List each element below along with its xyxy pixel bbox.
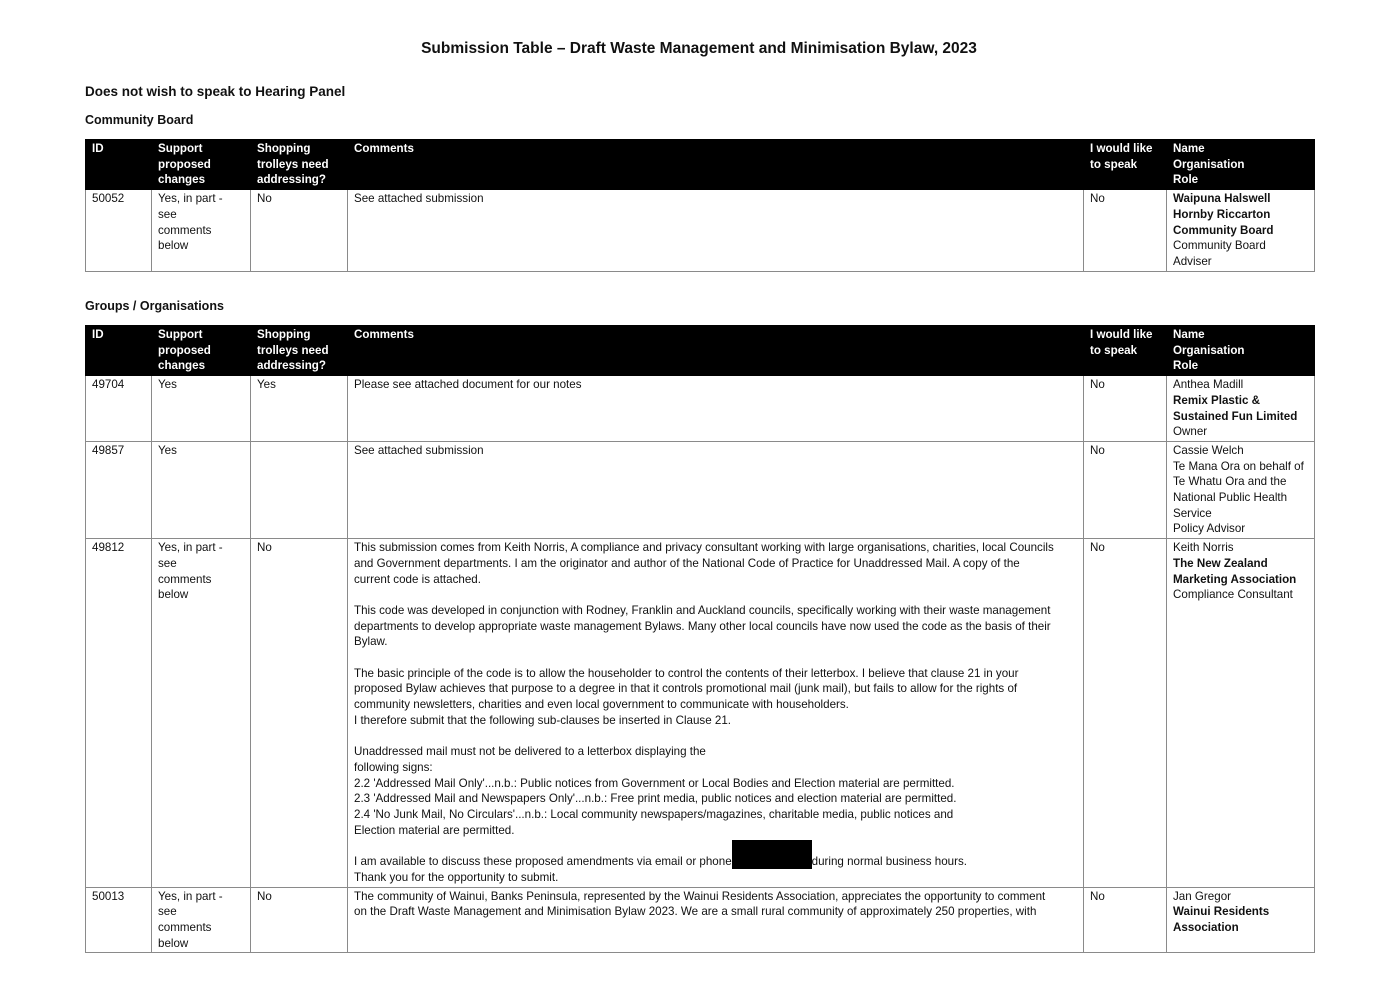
column-header-name: Name Organisation Role [1167, 140, 1315, 190]
cell-speak: No [1084, 376, 1167, 442]
comment-paragraph: I am available to discuss these proposed amendments via email or phone during normal business hours. Thank you for the opportunity to submit. [354, 854, 1077, 885]
cell-name-org-role: Anthea Madill Remix Plastic & Sustained Fun Limited Owner [1167, 376, 1315, 442]
column-header-id: ID [86, 140, 152, 190]
cell-speak: No [1084, 190, 1167, 272]
table-row [86, 539, 1315, 887]
cell-speak: No [1084, 539, 1167, 887]
community-board-heading: Community Board [85, 113, 194, 127]
column-header-comments: Comments [348, 326, 1084, 376]
comment-paragraph: This submission comes from Keith Norris, A compliance and privacy consultant working with large organisations, charities, local Councils and Government departments. I am the originator and author of the National Code of Practice for Unaddressed Mail. A copy of the current code is attached. [354, 541, 1054, 586]
cell-trolleys: Yes [251, 376, 348, 442]
cell-support: Yes [152, 376, 251, 442]
redacted-phone-block [732, 840, 812, 869]
cell-comments: The community of Wainui, Banks Peninsula, represented by the Wainui Residents Association, appreciates the opportunity to comment on the Draft Waste Management and Minimisation Bylaw 2023. We are a small rural community of approximately 250 properties, with [348, 887, 1084, 953]
table-row [86, 376, 1315, 442]
column-header-speak: I would like to speak [1084, 140, 1167, 190]
column-header-id: ID [86, 326, 152, 376]
cell-id: 49857 [86, 441, 152, 538]
cell-name-org-role: Keith Norris The New Zealand Marketing Association Compliance Consultant [1167, 539, 1315, 887]
cell-support: Yes, in part - see comments below [152, 539, 251, 887]
column-header-trolleys: Shopping trolleys need addressing? [251, 140, 348, 190]
column-header-support: Support proposed changes [152, 326, 251, 376]
section-heading: Does not wish to speak to Hearing Panel [85, 84, 346, 99]
cell-support: Yes, in part - see comments below [152, 887, 251, 953]
column-header-support: Support proposed changes [152, 140, 251, 190]
cell-trolleys: No [251, 190, 348, 272]
community-board-table [85, 139, 1315, 272]
cell-support: Yes [152, 441, 251, 538]
cell-trolleys [251, 441, 348, 538]
cell-speak: No [1084, 887, 1167, 953]
document-title: Submission Table – Draft Waste Management and Minimisation Bylaw, 2023 [421, 40, 977, 57]
cell-comments: See attached submission [348, 441, 1084, 538]
comment-paragraph: The basic principle of the code is to allow the householder to control the contents of their letterbox. I believe that clause 21 in your proposed Bylaw achieves that purpose to a degree in that it controls promotional mail (junk mail), but fails to allow for the rights of community newsletters, charities and even local government to communicate with householders. I therefore submit that the following sub-clauses be inserted in Clause 21. [354, 666, 1019, 727]
cell-speak: No [1084, 441, 1167, 538]
table-row [86, 441, 1315, 538]
column-header-comments: Comments [348, 140, 1084, 190]
cell-comments [348, 539, 1084, 887]
cell-id: 50052 [86, 190, 152, 272]
cell-id: 50013 [86, 887, 152, 953]
cell-trolleys: No [251, 539, 348, 887]
table-row [86, 190, 1315, 272]
table-header-row [86, 326, 1315, 376]
column-header-trolleys: Shopping trolleys need addressing? [251, 326, 348, 376]
phone-line: I am available to discuss these proposed amendments via email or phone during normal business hours. [354, 854, 1077, 870]
column-header-name: Name Organisation Role [1167, 326, 1315, 376]
cell-comments: See attached submission [348, 190, 1084, 272]
cell-name-org-role: Jan Gregor Wainui Residents Association [1167, 887, 1315, 953]
comment-paragraph: This code was developed in conjunction with Rodney, Franklin and Auckland councils, specifically working with their waste management departments to develop appropriate waste management Bylaws. Many other local councils have now used the code as the basis of their Bylaw. [354, 603, 1051, 649]
table-row [86, 887, 1315, 953]
cell-comments: Please see attached document for our notes [348, 376, 1084, 442]
groups-table [85, 325, 1315, 953]
cell-id: 49812 [86, 539, 152, 887]
cell-trolleys: No [251, 887, 348, 953]
table-header-row [86, 140, 1315, 190]
comment-paragraph: Unaddressed mail must not be delivered to a letterbox displaying the following signs: 2.2 'Addressed Mail Only'...n.b.: Public notices from Government or Local Bodies and Election material are permitted. 2.3 'Addressed Mail and Newspapers Only'...n.b.: Free print media, public notices and election material are permitted. 2.4 'No Junk Mail, No Circulars'...n.b.: Local community newspapers/magazines, charitable media, public notices and Election material are permitted. [354, 745, 957, 837]
cell-name-org-role: Waipuna Halswell Hornby Riccarton Community Board Community Board Adviser [1167, 190, 1315, 272]
cell-support: Yes, in part - see comments below [152, 190, 251, 272]
cell-id: 49704 [86, 376, 152, 442]
column-header-speak: I would like to speak [1084, 326, 1167, 376]
cell-name-org-role: Cassie Welch Te Mana Ora on behalf of Te Whatu Ora and the National Public Health Service Policy Advisor [1167, 441, 1315, 538]
groups-heading: Groups / Organisations [85, 299, 224, 313]
